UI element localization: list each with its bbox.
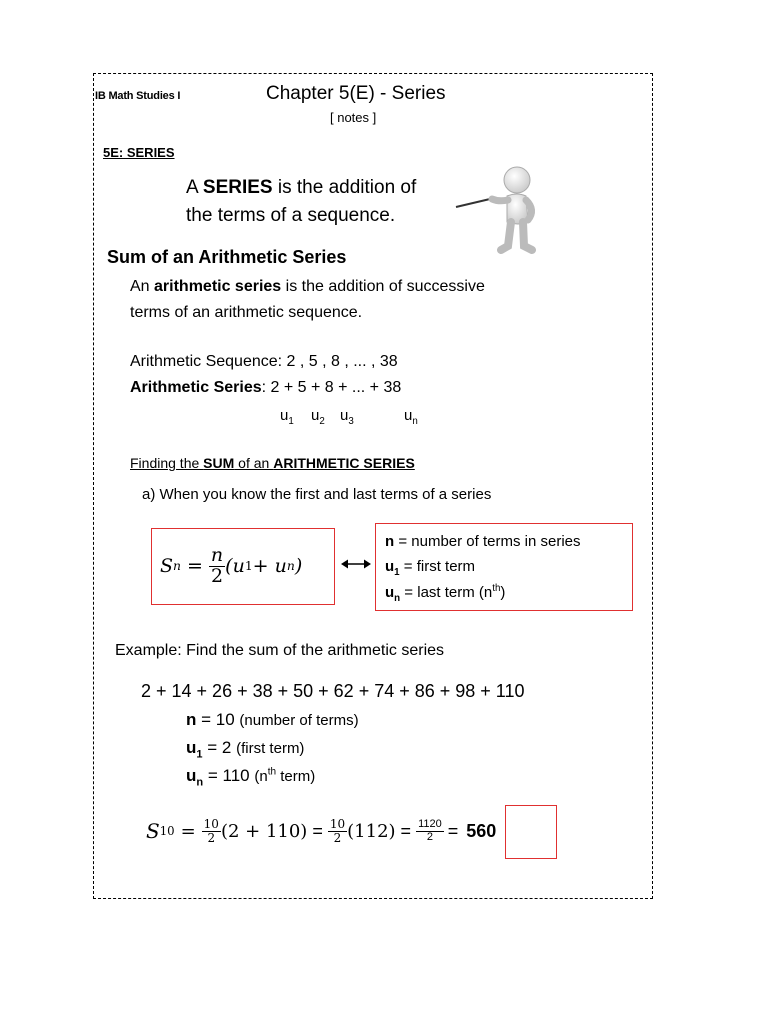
finding-bold-2: ARITHMETIC SERIES bbox=[273, 455, 415, 471]
formula-fraction bbox=[209, 543, 225, 587]
example-prompt: Example: Find the sum of the arithmetic series bbox=[115, 642, 445, 659]
comp-f2-den: 2 bbox=[333, 830, 342, 845]
example-u1-bold: u bbox=[186, 738, 197, 757]
legend-un-sub: n bbox=[394, 593, 401, 604]
example-n-bold: n bbox=[186, 710, 197, 729]
comp-f1-num: 10 bbox=[203, 816, 219, 831]
series-line bbox=[130, 379, 401, 397]
term-label-1 bbox=[280, 407, 294, 427]
comp-eq-4: = bbox=[447, 820, 459, 841]
term-u: u bbox=[404, 407, 413, 424]
example-un-note-sup: th bbox=[267, 766, 277, 778]
term-sub: 2 bbox=[319, 416, 325, 427]
intro-bold: SERIES bbox=[202, 177, 273, 198]
term-u: u bbox=[340, 407, 349, 424]
answer-box bbox=[505, 805, 557, 859]
page-title: Chapter 5(E) - Series bbox=[266, 83, 446, 104]
term-sub: n bbox=[412, 416, 418, 427]
comp-eq-1: = bbox=[180, 820, 196, 842]
legend-un-bold: u bbox=[385, 584, 395, 601]
legend-u1-bold: u bbox=[385, 558, 395, 575]
term-sub: 3 bbox=[348, 416, 354, 427]
intro-line-2: the terms of a sequence. bbox=[186, 205, 396, 226]
example-n bbox=[186, 710, 359, 730]
sum-formula bbox=[160, 538, 302, 594]
term-label-3 bbox=[340, 407, 354, 427]
example-un-val: = 110 bbox=[203, 766, 255, 785]
page-subtitle: [ notes ] bbox=[330, 110, 377, 125]
definition-post: is the addition of successive bbox=[281, 278, 485, 295]
legend-u1 bbox=[385, 558, 475, 578]
formula-paren: (u bbox=[225, 555, 245, 577]
example-u1-note: (first term) bbox=[236, 740, 305, 757]
term-label-n bbox=[404, 407, 418, 427]
legend-u1-text: = first term bbox=[399, 558, 476, 575]
definition-bold: arithmetic series bbox=[154, 278, 282, 295]
finding-mid: of an bbox=[234, 455, 274, 471]
sequence-line: Arithmetic Sequence: 2 , 5 , 8 , ... , 38 bbox=[130, 353, 398, 370]
legend-un-close: ) bbox=[500, 584, 506, 601]
example-u1-sub: 1 bbox=[196, 748, 203, 761]
example-un-sub: n bbox=[196, 776, 204, 789]
formula-den: 2 bbox=[210, 564, 224, 587]
formula-u1-sub: 1 bbox=[244, 559, 253, 573]
formula-lhs-sub: n bbox=[173, 559, 181, 573]
example-n-note: (number of terms) bbox=[239, 712, 359, 729]
comp-f2-num: 10 bbox=[329, 816, 346, 831]
finding-pre: Finding the bbox=[130, 455, 204, 471]
comp-lhs: S bbox=[146, 819, 160, 843]
course-label: IB Math Studies I bbox=[95, 90, 181, 102]
finding-bold-1: SUM bbox=[203, 455, 235, 471]
comp-lhs-sub: 10 bbox=[159, 824, 175, 838]
presenter-figure-icon bbox=[452, 162, 562, 257]
definition-pre: An bbox=[130, 278, 155, 295]
example-un-bold: u bbox=[186, 766, 197, 785]
comp-eq-3: = bbox=[400, 820, 412, 841]
example-u1 bbox=[186, 738, 304, 760]
intro-line-1 bbox=[186, 177, 416, 199]
example-un-note-post: term) bbox=[276, 768, 316, 785]
term-u: u bbox=[311, 407, 320, 424]
example-un-note-pre: (n bbox=[254, 768, 268, 785]
formula-num: n bbox=[210, 543, 224, 566]
legend-n bbox=[385, 533, 581, 550]
comp-answer: 560 bbox=[466, 820, 497, 841]
comp-f3-den: 2 bbox=[426, 830, 433, 843]
comp-fraction-1 bbox=[202, 818, 221, 844]
series-rest: : 2 + 5 + 8 + ... + 38 bbox=[261, 379, 402, 396]
legend-un-sup: th bbox=[492, 583, 501, 594]
legend-n-bold: n bbox=[385, 533, 395, 550]
legend-un bbox=[385, 583, 505, 604]
case-a-text: a) When you know the first and last terms of a series bbox=[142, 486, 492, 503]
comp-fraction-2 bbox=[328, 818, 347, 844]
intro-post: is the addition of bbox=[272, 177, 417, 198]
example-un bbox=[186, 766, 315, 788]
comp-f3-num: 1120 bbox=[418, 817, 442, 830]
formula-un-sub: n bbox=[286, 559, 295, 573]
formula-close: ) bbox=[294, 555, 303, 577]
formula-lhs: S bbox=[160, 555, 174, 577]
example-u1-val: = 2 bbox=[202, 738, 237, 757]
formula-eq: = bbox=[186, 555, 203, 577]
legend-n-text: = number of terms in series bbox=[394, 533, 581, 550]
legend-un-text: = last term (n bbox=[400, 584, 493, 601]
definition-line-1 bbox=[130, 278, 485, 296]
sum-heading: Sum of an Arithmetic Series bbox=[107, 247, 347, 267]
double-arrow-icon bbox=[341, 558, 371, 570]
comp-eq-2: = bbox=[312, 820, 323, 841]
intro-pre: A bbox=[186, 177, 203, 198]
definition-line-2: terms of an arithmetic sequence. bbox=[130, 304, 363, 321]
comp-fraction-3 bbox=[416, 819, 444, 843]
term-sub: 1 bbox=[288, 416, 294, 427]
comp-paren-2: (112) bbox=[347, 820, 396, 842]
comp-f1-den: 2 bbox=[207, 830, 216, 845]
comp-paren-1: (2 + 110) bbox=[220, 820, 308, 842]
term-label-2 bbox=[311, 407, 325, 427]
term-u: u bbox=[280, 407, 289, 424]
computation-line bbox=[146, 807, 496, 855]
section-label: 5E: SERIES bbox=[103, 145, 175, 160]
series-bold: Arithmetic Series bbox=[130, 379, 262, 396]
example-series: 2 + 14 + 26 + 38 + 50 + 62 + 74 + 86 + 98 + 110 bbox=[141, 681, 525, 701]
finding-heading bbox=[130, 455, 415, 471]
formula-plus: + u bbox=[252, 555, 287, 577]
legend-u1-sub: 1 bbox=[394, 567, 400, 578]
example-n-val: = 10 bbox=[196, 710, 240, 729]
